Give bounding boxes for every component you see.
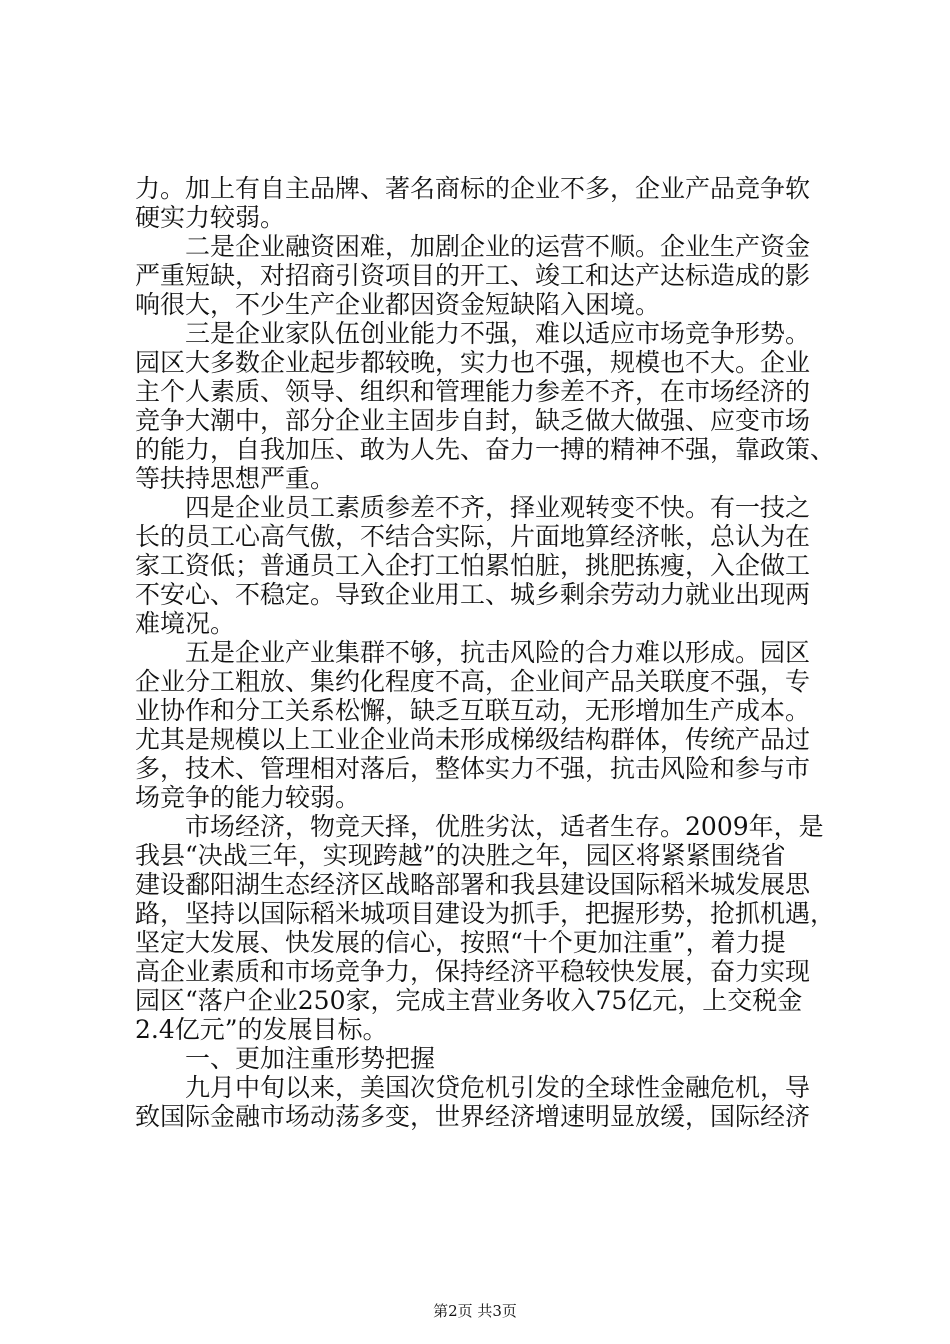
text-line: 主个人素质、领导、组织和管理能力参差不齐，在市场经济的 bbox=[135, 377, 811, 406]
text-line: 2.4亿元”的发展目标。 bbox=[135, 1015, 388, 1044]
text-line: 市场经济，物竞天择，优胜劣汰，适者生存。2009年，是 bbox=[135, 812, 824, 841]
text-line: 二是企业融资困难，加剧企业的运营不顺。企业生产资金 bbox=[135, 232, 811, 261]
text-line: 力。加上有自主品牌、著名商标的企业不多，企业产品竞争软 bbox=[135, 174, 811, 203]
text-line: 的能力，自我加压、敢为人先、奋力一搏的精神不强，靠政策、 bbox=[135, 435, 836, 464]
text-line: 园区“落户企业250家，完成主营业务收入75亿元，上交税金 bbox=[135, 986, 803, 1015]
text-line: 硬实力较弱。 bbox=[135, 203, 286, 232]
text-line: 园区大多数企业起步都较晚，实力也不强，规模也不大。企业 bbox=[135, 348, 811, 377]
text-line: 致国际金融市场动荡多变，世界经济增速明显放缓，国际经济 bbox=[135, 1102, 811, 1131]
text-line: 三是企业家队伍创业能力不强，难以适应市场竞争形势。 bbox=[135, 319, 811, 348]
document-body bbox=[135, 174, 835, 1131]
text-line: 不安心、不稳定。导致企业用工、城乡剩余劳动力就业出现两 bbox=[135, 580, 811, 609]
text-line: 多，技术、管理相对落后，整体实力不强，抗击风险和参与市 bbox=[135, 754, 811, 783]
text-line: 一、更加注重形势把握 bbox=[135, 1044, 436, 1073]
text-line: 五是企业产业集群不够，抗击风险的合力难以形成。园区 bbox=[135, 638, 811, 667]
text-line: 家工资低；普通员工入企打工怕累怕脏，挑肥拣瘦，入企做工 bbox=[135, 551, 811, 580]
text-line: 坚定大发展、快发展的信心，按照“十个更加注重”，着力提 bbox=[135, 928, 786, 957]
text-line: 企业分工粗放、集约化程度不高，企业间产品关联度不强，专 bbox=[135, 667, 811, 696]
text-line: 尤其是规模以上工业企业尚未形成梯级结构群体，传统产品过 bbox=[135, 725, 811, 754]
text-line: 我县“决战三年，实现跨越”的决胜之年，园区将紧紧围绕省 bbox=[135, 841, 786, 870]
text-line: 严重短缺，对招商引资项目的开工、竣工和达产达标造成的影 bbox=[135, 261, 811, 290]
page-number: 第2页 共3页 bbox=[433, 1302, 517, 1320]
text-line: 路，坚持以国际稻米城项目建设为抓手，把握形势，抢抓机遇， bbox=[135, 899, 836, 928]
text-line: 等扶持思想严重。 bbox=[135, 464, 336, 493]
text-line: 长的员工心高气傲，不结合实际，片面地算经济帐，总认为在 bbox=[135, 522, 811, 551]
text-line: 建设鄱阳湖生态经济区战略部署和我县建设国际稻米城发展思 bbox=[135, 870, 811, 899]
text-line: 业协作和分工关系松懈，缺乏互联互动，无形增加生产成本。 bbox=[135, 696, 811, 725]
text-line: 九月中旬以来，美国次贷危机引发的全球性金融危机，导 bbox=[135, 1073, 811, 1102]
text-line: 四是企业员工素质参差不齐，择业观转变不快。有一技之 bbox=[135, 493, 811, 522]
text-line: 竞争大潮中，部分企业主固步自封，缺乏做大做强、应变市场 bbox=[135, 406, 811, 435]
text-line: 高企业素质和市场竞争力，保持经济平稳较快发展，奋力实现 bbox=[135, 957, 811, 986]
text-line: 难境况。 bbox=[135, 609, 236, 638]
text-line: 响很大，不少生产企业都因资金短缺陷入困境。 bbox=[135, 290, 661, 319]
text-line: 场竞争的能力较弱。 bbox=[135, 783, 361, 812]
